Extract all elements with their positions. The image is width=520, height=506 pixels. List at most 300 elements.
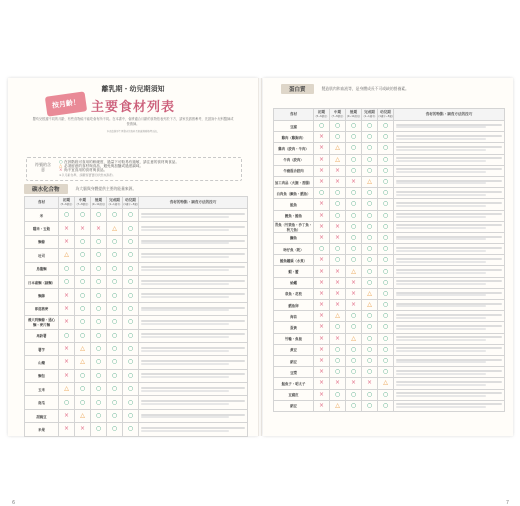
column-header-notes: 食材的特點・調食方法的技巧 [394, 109, 505, 121]
circle-mark: ○ [378, 165, 394, 176]
circle-mark: ○ [346, 311, 362, 322]
table-row [25, 423, 248, 436]
circle-mark: ○ [75, 235, 91, 248]
cross-mark: × [330, 176, 346, 187]
cross-mark: × [330, 277, 346, 288]
blurred-text-line [141, 242, 229, 244]
circle-mark: ○ [91, 329, 107, 342]
blurred-text-line [141, 269, 229, 271]
circle-mark: ○ [362, 389, 378, 400]
food-name: 麵包 [25, 369, 59, 382]
column-header-stage [362, 109, 378, 121]
circle-mark: ○ [346, 322, 362, 333]
intro-text [32, 117, 234, 134]
food-name: 義大利麵條・通心麵・麥片麵 [25, 316, 59, 329]
circle-mark: ○ [107, 235, 123, 248]
blurred-text-line [141, 213, 245, 215]
triangle-mark: △ [75, 409, 91, 422]
cross-mark: × [314, 143, 330, 154]
blurred-text-line [396, 339, 486, 341]
blurred-notes [394, 132, 505, 143]
table-row [25, 409, 248, 422]
circle-mark: ○ [107, 289, 123, 302]
blurred-text-line [396, 160, 486, 162]
cross-mark: × [330, 165, 346, 176]
circle-mark: ○ [330, 188, 346, 199]
circle-mark: ○ [123, 383, 139, 396]
circle-mark: ○ [362, 277, 378, 288]
stage-label: 幼兒期 [125, 197, 136, 202]
food-name: 鰹魚・鮪魚 [274, 210, 314, 221]
table-row [274, 355, 505, 366]
circle-mark: ○ [346, 154, 362, 165]
column-header-stage [107, 197, 123, 209]
table-row [274, 221, 505, 232]
circle-mark: ○ [91, 275, 107, 288]
blurred-text-line [396, 381, 502, 383]
circle-mark: ○ [362, 121, 378, 132]
circle-mark: ○ [346, 355, 362, 366]
cross-mark: × [314, 344, 330, 355]
circle-mark: ○ [107, 409, 123, 422]
table-row [274, 165, 505, 176]
circle-mark: ○ [362, 322, 378, 333]
blurred-notes [394, 188, 505, 199]
circle-mark: ○ [362, 311, 378, 322]
blurred-text-line [396, 280, 502, 282]
blurred-text-line [396, 250, 486, 252]
table-row [274, 132, 505, 143]
blurred-text-line [396, 350, 486, 352]
circle-mark: ○ [362, 344, 378, 355]
food-name: 米果 [25, 423, 59, 436]
legend-box [26, 157, 242, 181]
circle-mark: ○ [107, 302, 123, 315]
section-note: 為大腦與身體提供主要的能量來源。 [75, 185, 137, 191]
cross-mark: × [346, 176, 362, 187]
circle-mark: ○ [91, 209, 107, 222]
circle-symbol: ○ [59, 159, 63, 164]
cross-mark: × [59, 342, 75, 355]
food-name: 鮭魚 [274, 199, 314, 210]
blurred-text-line [141, 280, 245, 282]
section-category: 碳水化合物 [24, 184, 68, 194]
circle-mark: ○ [378, 132, 394, 143]
table-row [274, 311, 505, 322]
circle-mark: ○ [362, 132, 378, 143]
blurred-text-line [141, 309, 229, 311]
blurred-text-line [141, 307, 245, 309]
blurred-text-line [141, 360, 245, 362]
cross-mark: × [75, 423, 91, 436]
circle-mark: ○ [346, 221, 362, 232]
blurred-text-line [396, 406, 486, 408]
food-name: 納豆 [274, 355, 314, 366]
column-header-stage [123, 197, 139, 209]
stage-label: 初期 [317, 109, 326, 114]
cross-mark: × [314, 210, 330, 221]
circle-mark: ○ [91, 369, 107, 382]
blurred-text-line [141, 256, 229, 258]
circle-mark: ○ [346, 188, 362, 199]
triangle-mark: △ [330, 154, 346, 165]
circle-mark: ○ [378, 389, 394, 400]
month-tag: 按月齡！ [45, 91, 87, 116]
table-row [274, 232, 505, 243]
food-name: 吻仔魚（乾） [274, 244, 314, 255]
circle-mark: ○ [362, 221, 378, 232]
blurred-text-line [141, 296, 229, 298]
blurred-text-line [396, 124, 502, 126]
blurred-text-line [396, 272, 486, 274]
circle-mark: ○ [362, 355, 378, 366]
circle-mark: ○ [123, 423, 139, 436]
circle-mark: ○ [107, 423, 123, 436]
food-name: 烏龍麵 [25, 262, 59, 275]
stage-age: (7~8個月) [331, 114, 344, 118]
circle-mark: ○ [378, 176, 394, 187]
section-category: 蛋白質 [281, 84, 314, 94]
food-name: 糯米・五穀 [25, 222, 59, 235]
blurred-text-line [141, 347, 245, 349]
blurred-text-line [141, 363, 229, 365]
blurred-notes [394, 210, 505, 221]
column-header-food: 食材 [274, 109, 314, 121]
table-row [25, 262, 248, 275]
blurred-notes [394, 389, 505, 400]
table-row [274, 244, 505, 255]
blurred-text-line [141, 336, 229, 338]
blurred-notes [139, 302, 248, 315]
blurred-text-line [396, 395, 486, 397]
circle-mark: ○ [346, 199, 362, 210]
circle-mark: ○ [123, 342, 139, 355]
circle-mark: ○ [362, 199, 378, 210]
food-name: 馬鈴薯 [25, 329, 59, 342]
circle-mark: ○ [330, 210, 346, 221]
column-header-stage [330, 109, 346, 121]
blurred-text-line [141, 323, 229, 325]
blurred-notes [394, 322, 505, 333]
blurred-text-line [396, 247, 502, 249]
column-header-stage [91, 197, 107, 209]
circle-mark: ○ [346, 210, 362, 221]
cross-mark: × [314, 255, 330, 266]
table-row [274, 389, 505, 400]
food-name: 山藥 [25, 356, 59, 369]
cross-mark: × [314, 288, 330, 299]
blurred-notes [394, 333, 505, 344]
legend-text: 必須留意的食材與食品，避免與加鹽或過度調味。 [64, 164, 144, 169]
cross-mark: × [91, 222, 107, 235]
triangle-mark: △ [330, 400, 346, 411]
blurred-text-line [396, 269, 502, 271]
blurred-text-line [141, 416, 229, 418]
blurred-text-line [396, 191, 502, 193]
table-row [274, 322, 505, 333]
section-note: 製造肌肉和血液等，是身體成長不可或缺的營養素。 [321, 85, 409, 91]
circle-mark: ○ [362, 266, 378, 277]
cross-mark: × [314, 221, 330, 232]
food-name: 鮪魚罐頭（水煮） [274, 255, 314, 266]
circle-mark: ○ [123, 222, 139, 235]
circle-mark: ○ [75, 316, 91, 329]
circle-mark: ○ [330, 199, 346, 210]
blurred-notes [394, 400, 505, 411]
circle-mark: ○ [346, 232, 362, 243]
circle-mark: ○ [330, 367, 346, 378]
blurred-text-line [396, 347, 502, 349]
circle-mark: ○ [123, 262, 139, 275]
page-number: 6 [12, 500, 16, 506]
cross-mark: × [59, 316, 75, 329]
circle-mark: ○ [123, 409, 139, 422]
circle-mark: ○ [346, 367, 362, 378]
left-page [8, 78, 258, 506]
food-name: 蝦・蟹 [274, 266, 314, 277]
blurred-text-line [141, 427, 245, 429]
blurred-notes [139, 383, 248, 396]
cross-mark: × [59, 423, 75, 436]
triangle-mark: △ [346, 333, 362, 344]
circle-mark: ○ [75, 329, 91, 342]
blurred-text-line [141, 293, 245, 295]
table-row [274, 367, 505, 378]
table-row [25, 209, 248, 222]
circle-mark: ○ [123, 209, 139, 222]
blurred-text-line [141, 414, 245, 416]
food-name: 章魚・花枝 [274, 288, 314, 299]
circle-mark: ○ [91, 249, 107, 262]
stage-age: (5~6個月) [315, 114, 328, 118]
table-row [274, 378, 505, 389]
blurred-notes [139, 329, 248, 342]
blurred-notes [394, 255, 505, 266]
circle-mark: ○ [330, 355, 346, 366]
blurred-text-line [396, 303, 502, 305]
blurred-text-line [396, 138, 486, 140]
table-row [274, 344, 505, 355]
stage-label: 初期 [62, 197, 71, 202]
blurred-text-line [141, 376, 229, 378]
blurred-text-line [141, 373, 245, 375]
circle-mark: ○ [123, 329, 139, 342]
cross-mark: × [362, 378, 378, 389]
circle-mark: ○ [346, 255, 362, 266]
circle-mark: ○ [330, 389, 346, 400]
cross-mark: × [330, 232, 346, 243]
table-header-row [25, 197, 248, 209]
circle-mark: ○ [378, 221, 394, 232]
stage-label: 中期 [78, 197, 87, 202]
circle-mark: ○ [123, 302, 139, 315]
table-row [274, 333, 505, 344]
circle-mark: ○ [123, 289, 139, 302]
triangle-mark: △ [107, 222, 123, 235]
table-row [274, 300, 505, 311]
blurred-notes [394, 300, 505, 311]
circle-mark: ○ [362, 244, 378, 255]
circle-mark: ○ [330, 344, 346, 355]
food-name: 納豆 [274, 400, 314, 411]
food-name: 麵條 [25, 235, 59, 248]
table-row [274, 121, 505, 132]
stage-age: (1歲半~5歲) [378, 114, 393, 118]
cross-mark: × [59, 369, 75, 382]
blurred-notes [394, 355, 505, 366]
food-name: 豆腐皮 [274, 389, 314, 400]
blurred-text-line [396, 135, 502, 137]
circle-mark: ○ [330, 322, 346, 333]
circle-mark: ○ [330, 255, 346, 266]
circle-mark: ○ [59, 209, 75, 222]
circle-mark: ○ [75, 289, 91, 302]
circle-mark: ○ [107, 356, 123, 369]
blurred-notes [394, 311, 505, 322]
circle-mark: ○ [75, 262, 91, 275]
circle-mark: ○ [362, 154, 378, 165]
circle-mark: ○ [91, 316, 107, 329]
carb-section-header [24, 184, 136, 193]
food-name: 米 [25, 209, 59, 222]
column-header-food: 食材 [25, 197, 59, 209]
table-row [274, 277, 505, 288]
stage-age: (5~6個月) [60, 202, 73, 206]
food-name: 豆漿 [274, 367, 314, 378]
blurred-text-line [141, 266, 245, 268]
cross-mark: × [59, 222, 75, 235]
stage-label: 完成期 [364, 109, 375, 114]
blurred-notes [394, 367, 505, 378]
blurred-text-line [141, 226, 245, 228]
blurred-text-line [396, 370, 502, 372]
blurred-notes [394, 277, 505, 288]
food-name: 雞肉（雞胸肉） [274, 132, 314, 143]
blurred-text-line [396, 373, 486, 375]
stage-label: 後期 [94, 197, 103, 202]
blurred-text-line [396, 202, 502, 204]
food-name: 鰤魚 [274, 232, 314, 243]
cross-mark: × [314, 400, 330, 411]
table-row [274, 400, 505, 411]
column-header-stage [346, 109, 362, 121]
circle-mark: ○ [75, 383, 91, 396]
circle-mark: ○ [346, 165, 362, 176]
blurred-text-line [141, 320, 245, 322]
blurred-notes [394, 378, 505, 389]
cross-mark: × [330, 266, 346, 277]
circle-mark: ○ [378, 255, 394, 266]
table-row [25, 222, 248, 235]
stage-age: (7~8個月) [76, 202, 89, 206]
blurred-text-line [396, 336, 502, 338]
circle-mark: ○ [75, 209, 91, 222]
blurred-text-line [396, 314, 502, 316]
table-row [25, 289, 248, 302]
circle-mark: ○ [59, 396, 75, 409]
cross-mark: × [314, 300, 330, 311]
circle-mark: ○ [91, 409, 107, 422]
stage-age: (1歲半~5歲) [123, 202, 138, 206]
circle-mark: ○ [378, 188, 394, 199]
blurred-text-line [141, 229, 229, 231]
circle-mark: ○ [378, 367, 394, 378]
blurred-text-line [396, 325, 502, 327]
circle-mark: ○ [59, 329, 75, 342]
table-row [25, 396, 248, 409]
blurred-notes [394, 154, 505, 165]
intro-note: 本表依據厚生勞動省的資料及相關規範整理而成。 [106, 130, 160, 133]
cross-mark: × [346, 378, 362, 389]
legend-list [59, 160, 179, 177]
cross-mark: × [314, 322, 330, 333]
circle-mark: ○ [91, 235, 107, 248]
table-row [25, 369, 248, 382]
food-name: 牛豬混合絞肉 [274, 165, 314, 176]
blurred-text-line [396, 182, 486, 184]
food-name: 蛋黃 [274, 322, 314, 333]
blurred-notes [394, 143, 505, 154]
triangle-symbol: △ [59, 163, 63, 169]
circle-mark: ○ [330, 121, 346, 132]
circle-mark: ○ [59, 262, 75, 275]
legend-text: 在該階段可食用的軟硬度，過量下可較易有過敏，請注意的食材與食品。 [64, 160, 179, 164]
blurred-text-line [141, 216, 229, 218]
food-name: 鮭魚子・明太子 [274, 378, 314, 389]
circle-mark: ○ [346, 132, 362, 143]
cross-mark: × [314, 378, 330, 389]
circle-mark: ○ [107, 369, 123, 382]
food-name: 薯芋 [25, 342, 59, 355]
blurred-notes [139, 409, 248, 422]
blurred-notes [139, 222, 248, 235]
blurred-text-line [141, 240, 245, 242]
cross-mark: × [314, 311, 330, 322]
food-name: 黃豆 [274, 344, 314, 355]
blurred-text-line [396, 194, 486, 196]
stage-label: 後期 [349, 109, 358, 114]
table-row [274, 143, 505, 154]
blurred-text-line [396, 283, 486, 285]
food-name: 吐司 [25, 249, 59, 262]
circle-mark: ○ [107, 275, 123, 288]
food-name: 白肉魚（鯛魚・鱈魚） [274, 188, 314, 199]
blurred-notes [139, 249, 248, 262]
circle-mark: ○ [107, 383, 123, 396]
blurred-text-line [396, 261, 486, 263]
circle-mark: ○ [123, 235, 139, 248]
cross-mark: × [330, 378, 346, 389]
circle-mark: ○ [123, 316, 139, 329]
cross-mark: × [330, 300, 346, 311]
blurred-text-line [396, 403, 502, 405]
food-name: 麵線 [25, 289, 59, 302]
blurred-notes [139, 396, 248, 409]
column-header-stage [314, 109, 330, 121]
circle-mark: ○ [378, 244, 394, 255]
cross-mark: × [314, 367, 330, 378]
cross-mark: × [59, 289, 75, 302]
blurred-text-line [396, 392, 502, 394]
circle-mark: ○ [123, 275, 139, 288]
stage-age: (9~11個月) [346, 114, 361, 118]
circle-mark: ○ [59, 275, 75, 288]
food-name: 南瓜 [25, 396, 59, 409]
blurred-text-line [396, 227, 486, 229]
blurred-notes [394, 165, 505, 176]
page-number: 7 [505, 500, 509, 506]
book-gutter [258, 78, 262, 436]
